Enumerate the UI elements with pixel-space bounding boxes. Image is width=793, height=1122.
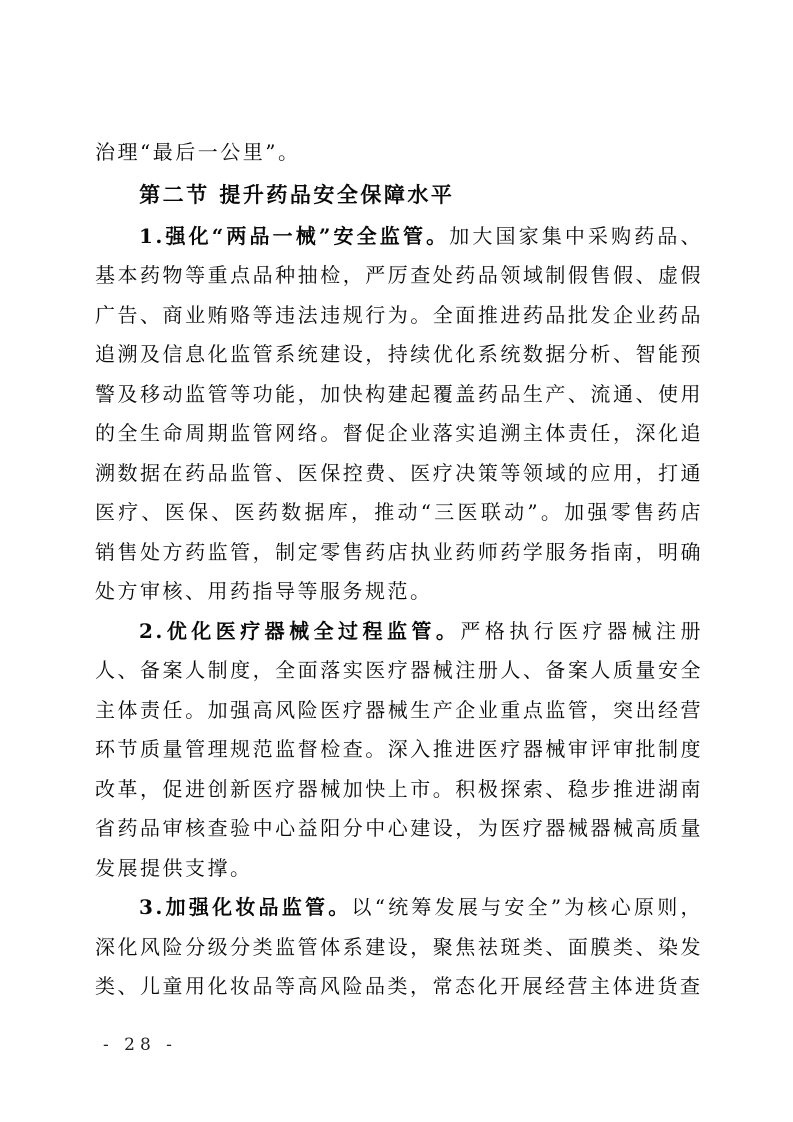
tail-paragraph: 治理“最后一公里”。 (95, 140, 301, 164)
paragraph-3-text: 以“统筹发展与安全”为核心原则，深化风险分级分类监管体系建设，聚焦祛斑类、面膜类、染发类、儿童用化妆品等高风险品类，常态化开展经营主体进货查 (95, 895, 703, 998)
body-paragraph-3 (95, 888, 703, 1007)
paragraph-1-lead: 1.强化“两品一械”安全监管。 (139, 223, 450, 248)
body-paragraph-2 (95, 612, 703, 889)
paragraph-3-lead: 3.加强化妆品监管。 (139, 895, 352, 919)
document-content (95, 133, 703, 1007)
paragraph-1-text: 加大国家集中采购药品、基本药物等重点品种抽检，严厉查处药品领域制假售假、虚假广告、商业贿赂等违法违规行为。全面推进药品批发企业药品追溯及信息化监管系统建设，持续优化系统数据分析、智能预警及移动监管等功能，加快构建起覆盖药品生产、流通、使用的全生命周期监管网络。督促企业落实追溯主体责任，深化追溯数据在药品监管、医保控费、医疗决策等领域的应用，打通医疗、医保、医药数据库，推动“三医联动”。加强零售药店销售处方药监管，制定零售药店执业药师药学服务指南，明确处方审核、用药指导等服务规范。 (95, 223, 703, 603)
page-number: - 28 - (103, 1035, 177, 1055)
section-heading: 第二节 提升药品安全保障水平 (139, 181, 455, 207)
body-paragraph-1 (95, 217, 703, 612)
paragraph-2-text: 严格执行医疗器械注册人、备案人制度，全面落实医疗器械注册人、备案人质量安全主体责任。加强高风险医疗器械生产企业重点监管，突出经营环节质量管理规范监督检查。深入推进医疗器械审评审批制度改革，促进创新医疗器械加快上市。积极探索、稳步推进湖南省药品审核查验中心益阳分中心建设，为医疗器械器械高质量发展提供支撑。 (95, 618, 703, 880)
paragraph-2-lead: 2.优化医疗器械全过程监管。 (139, 618, 461, 643)
